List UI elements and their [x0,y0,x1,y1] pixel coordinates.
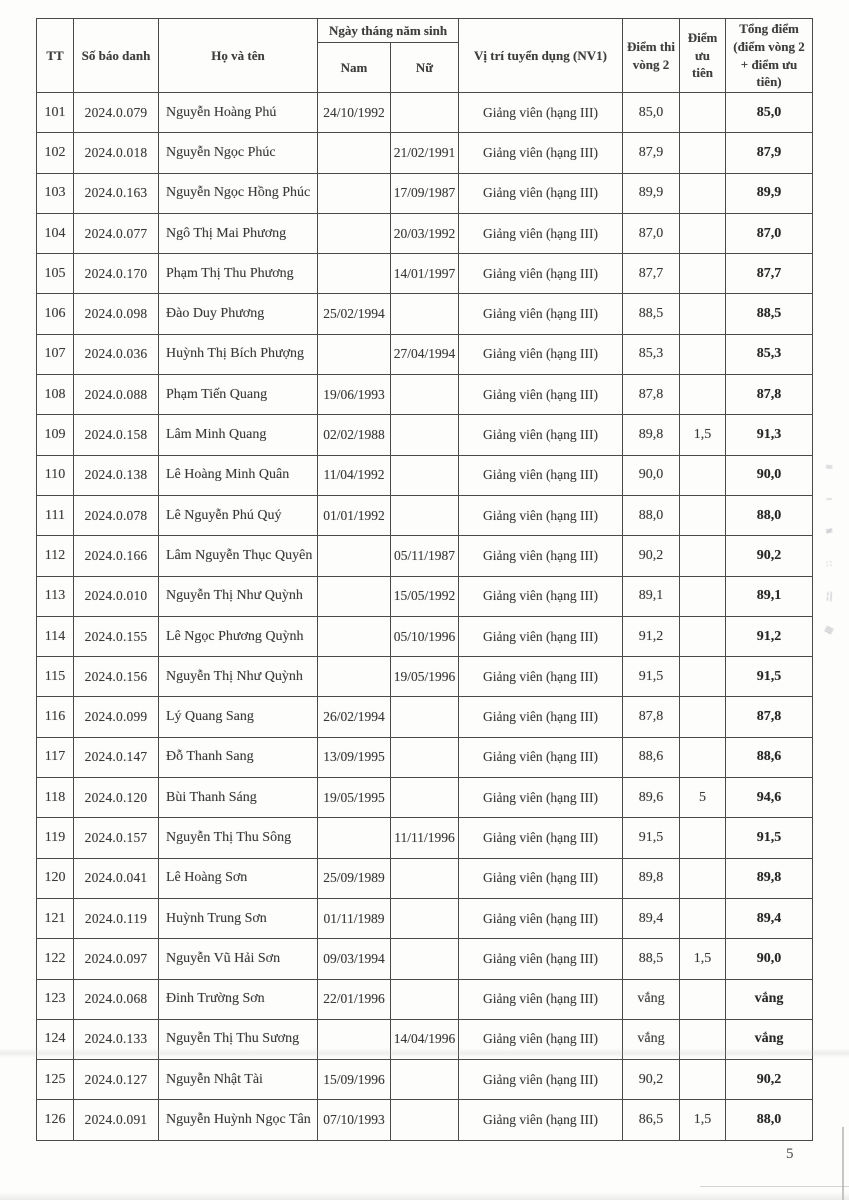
cell-tt: 109 [37,415,74,455]
cell-so-bao-danh: 2024.0.097 [74,939,159,979]
cell-tong-diem: 87,8 [726,375,813,415]
cell-ho-va-ten: Lâm Minh Quang [159,415,318,455]
table-row [37,133,813,173]
cell-ngay-sinh-nu: 14/04/1996 [391,1019,459,1059]
cell-tong-diem: 89,4 [726,898,813,938]
cell-so-bao-danh: 2024.0.163 [74,173,159,213]
cell-ngay-sinh-nu [391,93,459,133]
cell-diem-uu-tien [680,173,726,213]
cell-tong-diem: 87,7 [726,254,813,294]
cell-vi-tri: Giảng viên (hạng III) [459,294,623,334]
cell-vi-tri: Giảng viên (hạng III) [459,133,623,173]
cell-tt: 106 [37,294,74,334]
cell-ngay-sinh-nu [391,858,459,898]
cell-ho-va-ten: Đỗ Thanh Sang [159,737,318,777]
cell-diem-thi: 89,6 [623,778,680,818]
cell-vi-tri: Giảng viên (hạng III) [459,737,623,777]
cell-tt: 113 [37,576,74,616]
cell-diem-thi: 91,5 [623,818,680,858]
cell-tong-diem: 89,9 [726,173,813,213]
cell-tong-diem: 90,2 [726,1060,813,1100]
table-row [37,778,813,818]
cell-diem-uu-tien [680,133,726,173]
table-row [37,93,813,133]
table-row [37,536,813,576]
cell-ngay-sinh-nu [391,294,459,334]
cell-diem-thi: 90,2 [623,536,680,576]
cell-vi-tri: Giảng viên (hạng III) [459,616,623,656]
cell-tong-diem: vắng [726,1019,813,1059]
table-row [37,455,813,495]
cell-ho-va-ten: Huỳnh Trung Sơn [159,898,318,938]
cell-vi-tri: Giảng viên (hạng III) [459,778,623,818]
cell-vi-tri: Giảng viên (hạng III) [459,939,623,979]
cell-vi-tri: Giảng viên (hạng III) [459,697,623,737]
cell-ngay-sinh-nam: 01/11/1989 [318,898,391,938]
cell-tong-diem: 90,2 [726,536,813,576]
cell-diem-thi: 86,5 [623,1100,680,1140]
cell-ngay-sinh-nam: 15/09/1996 [318,1060,391,1100]
cell-ho-va-ten: Lý Quang Sang [159,697,318,737]
cell-tt: 125 [37,1060,74,1100]
cell-ngay-sinh-nam: 24/10/1992 [318,93,391,133]
col-header-nu: Nữ [391,43,459,93]
cell-ho-va-ten: Nguyễn Nhật Tài [159,1060,318,1100]
results-table-header [37,19,813,93]
cell-ngay-sinh-nu [391,979,459,1019]
cell-so-bao-danh: 2024.0.157 [74,818,159,858]
cell-diem-thi: 85,3 [623,334,680,374]
cell-so-bao-danh: 2024.0.120 [74,778,159,818]
cell-so-bao-danh: 2024.0.166 [74,536,159,576]
cell-diem-uu-tien: 1,5 [680,1100,726,1140]
cell-tong-diem: 87,8 [726,697,813,737]
cell-so-bao-danh: 2024.0.091 [74,1100,159,1140]
cell-tt: 122 [37,939,74,979]
col-header-tt: TT [37,19,74,93]
cell-tt: 118 [37,778,74,818]
cell-ngay-sinh-nu [391,415,459,455]
cell-diem-thi: 89,9 [623,173,680,213]
cell-so-bao-danh: 2024.0.156 [74,657,159,697]
cell-ngay-sinh-nu [391,898,459,938]
table-row [37,737,813,777]
cell-diem-uu-tien [680,536,726,576]
results-table-body [37,93,813,1141]
col-header-diem-uu-tien: Điểm ưu tiên [680,19,726,93]
cell-ho-va-ten: Bùi Thanh Sáng [159,778,318,818]
cell-ngay-sinh-nam [318,213,391,253]
cell-ngay-sinh-nu: 15/05/1992 [391,576,459,616]
cell-ho-va-ten: Lê Hoàng Sơn [159,858,318,898]
results-table [36,18,813,1141]
cell-ngay-sinh-nu [391,1060,459,1100]
cell-diem-thi: 88,0 [623,495,680,535]
cell-vi-tri: Giảng viên (hạng III) [459,858,623,898]
scan-edge-line-horizontal [700,1186,849,1187]
cell-so-bao-danh: 2024.0.147 [74,737,159,777]
cell-diem-uu-tien [680,979,726,1019]
cell-tong-diem: 91,3 [726,415,813,455]
table-row [37,173,813,213]
cell-diem-uu-tien [680,576,726,616]
table-row [37,1100,813,1140]
cell-tt: 101 [37,93,74,133]
cell-ngay-sinh-nam [318,254,391,294]
cell-diem-thi: 87,8 [623,697,680,737]
cell-tt: 124 [37,1019,74,1059]
cell-ngay-sinh-nam: 25/02/1994 [318,294,391,334]
cell-tong-diem: 87,0 [726,213,813,253]
cell-diem-uu-tien [680,657,726,697]
cell-ngay-sinh-nam: 26/02/1994 [318,697,391,737]
cell-ho-va-ten: Nguyễn Vũ Hải Sơn [159,939,318,979]
col-header-diem-thi-vong-2: Điểm thi vòng 2 [623,19,680,93]
cell-diem-uu-tien [680,898,726,938]
cell-tt: 111 [37,495,74,535]
cell-diem-thi: 87,9 [623,133,680,173]
cell-ngay-sinh-nam [318,334,391,374]
cell-vi-tri: Giảng viên (hạng III) [459,576,623,616]
cell-ngay-sinh-nam [318,173,391,213]
cell-ho-va-ten: Phạm Tiến Quang [159,375,318,415]
cell-so-bao-danh: 2024.0.158 [74,415,159,455]
cell-diem-uu-tien [680,93,726,133]
table-row [37,818,813,858]
cell-vi-tri: Giảng viên (hạng III) [459,375,623,415]
cell-so-bao-danh: 2024.0.138 [74,455,159,495]
cell-diem-uu-tien [680,294,726,334]
cell-diem-thi: 90,0 [623,455,680,495]
table-row [37,495,813,535]
cell-diem-thi: 89,8 [623,415,680,455]
bleed-through-marks: = − ≠ ∷ ¦| ≋ [821,461,837,639]
cell-so-bao-danh: 2024.0.068 [74,979,159,1019]
table-row [37,375,813,415]
col-header-tong-diem: Tổng điểm (điểm vòng 2 + điểm ưu tiên) [726,19,813,93]
cell-ngay-sinh-nu [391,778,459,818]
cell-ngay-sinh-nu: 05/11/1987 [391,536,459,576]
cell-tt: 103 [37,173,74,213]
cell-ngay-sinh-nam: 09/03/1994 [318,939,391,979]
cell-ngay-sinh-nam [318,133,391,173]
cell-diem-uu-tien: 1,5 [680,415,726,455]
table-row [37,1019,813,1059]
cell-diem-uu-tien [680,455,726,495]
scan-edge-line-vertical [842,1127,844,1200]
cell-so-bao-danh: 2024.0.099 [74,697,159,737]
cell-diem-thi: 90,2 [623,1060,680,1100]
table-row [37,939,813,979]
cell-tt: 107 [37,334,74,374]
cell-diem-uu-tien [680,858,726,898]
cell-ngay-sinh-nam: 22/01/1996 [318,979,391,1019]
cell-ngay-sinh-nam: 19/05/1995 [318,778,391,818]
cell-ngay-sinh-nam: 13/09/1995 [318,737,391,777]
cell-ho-va-ten: Huỳnh Thị Bích Phượng [159,334,318,374]
cell-diem-thi: 88,5 [623,294,680,334]
page-number: 5 [786,1146,794,1162]
cell-tt: 114 [37,616,74,656]
cell-ngay-sinh-nam: 11/04/1992 [318,455,391,495]
cell-ngay-sinh-nu: 14/01/1997 [391,254,459,294]
cell-ho-va-ten: Nguyễn Ngọc Phúc [159,133,318,173]
cell-tt: 104 [37,213,74,253]
cell-ngay-sinh-nu: 20/03/1992 [391,213,459,253]
table-row [37,254,813,294]
cell-ngay-sinh-nam: 02/02/1988 [318,415,391,455]
cell-ngay-sinh-nam [318,1019,391,1059]
cell-ngay-sinh-nu [391,737,459,777]
col-header-so-bao-danh: Số báo danh [74,19,159,93]
cell-tt: 120 [37,858,74,898]
cell-ho-va-ten: Đinh Trường Sơn [159,979,318,1019]
cell-ho-va-ten: Nguyễn Thị Thu Sông [159,818,318,858]
cell-ngay-sinh-nu: 27/04/1994 [391,334,459,374]
cell-ngay-sinh-nu [391,495,459,535]
cell-diem-uu-tien: 1,5 [680,939,726,979]
cell-vi-tri: Giảng viên (hạng III) [459,657,623,697]
cell-ngay-sinh-nu [391,939,459,979]
cell-diem-uu-tien [680,616,726,656]
cell-diem-uu-tien [680,1060,726,1100]
cell-so-bao-danh: 2024.0.079 [74,93,159,133]
cell-vi-tri: Giảng viên (hạng III) [459,495,623,535]
cell-diem-uu-tien [680,334,726,374]
cell-tong-diem: 91,5 [726,818,813,858]
cell-tong-diem: 88,5 [726,294,813,334]
cell-ngay-sinh-nu: 19/05/1996 [391,657,459,697]
col-header-vi-tri-tuyen-dung: Vị trí tuyển dụng (NV1) [459,19,623,93]
cell-vi-tri: Giảng viên (hạng III) [459,415,623,455]
cell-vi-tri: Giảng viên (hạng III) [459,898,623,938]
cell-so-bao-danh: 2024.0.119 [74,898,159,938]
cell-vi-tri: Giảng viên (hạng III) [459,818,623,858]
table-row [37,294,813,334]
cell-tt: 126 [37,1100,74,1140]
cell-vi-tri: Giảng viên (hạng III) [459,455,623,495]
cell-diem-uu-tien [680,213,726,253]
cell-diem-thi: 89,4 [623,898,680,938]
cell-diem-thi: 88,6 [623,737,680,777]
cell-tt: 105 [37,254,74,294]
table-row [37,334,813,374]
cell-ho-va-ten: Nguyễn Huỳnh Ngọc Tân [159,1100,318,1140]
cell-ho-va-ten: Nguyễn Thị Thu Sương [159,1019,318,1059]
cell-diem-thi: 89,1 [623,576,680,616]
cell-ho-va-ten: Nguyễn Ngọc Hồng Phúc [159,173,318,213]
cell-ho-va-ten: Lâm Nguyễn Thục Quyên [159,536,318,576]
cell-ngay-sinh-nam [318,657,391,697]
cell-so-bao-danh: 2024.0.133 [74,1019,159,1059]
table-row [37,979,813,1019]
cell-tong-diem: 85,0 [726,93,813,133]
cell-tt: 110 [37,455,74,495]
cell-tong-diem: 91,5 [726,657,813,697]
cell-diem-thi: 87,0 [623,213,680,253]
col-header-ho-va-ten: Họ và tên [159,19,318,93]
cell-ho-va-ten: Lê Ngọc Phương Quỳnh [159,616,318,656]
cell-tong-diem: 85,3 [726,334,813,374]
cell-diem-uu-tien [680,737,726,777]
cell-vi-tri: Giảng viên (hạng III) [459,173,623,213]
cell-ngay-sinh-nu [391,455,459,495]
cell-vi-tri: Giảng viên (hạng III) [459,254,623,294]
cell-diem-thi: 88,5 [623,939,680,979]
cell-ho-va-ten: Lê Nguyễn Phú Quý [159,495,318,535]
table-row [37,697,813,737]
cell-tt: 102 [37,133,74,173]
cell-tong-diem: 89,1 [726,576,813,616]
cell-diem-uu-tien [680,697,726,737]
cell-tong-diem: 87,9 [726,133,813,173]
cell-tong-diem: 88,0 [726,1100,813,1140]
cell-ho-va-ten: Phạm Thị Thu Phương [159,254,318,294]
table-row [37,1060,813,1100]
cell-ngay-sinh-nu: 17/09/1987 [391,173,459,213]
cell-tt: 119 [37,818,74,858]
cell-ngay-sinh-nu [391,375,459,415]
cell-ngay-sinh-nu: 05/10/1996 [391,616,459,656]
cell-ho-va-ten: Nguyễn Thị Như Quỳnh [159,576,318,616]
cell-so-bao-danh: 2024.0.170 [74,254,159,294]
table-row [37,898,813,938]
cell-diem-thi: vắng [623,1019,680,1059]
cell-diem-thi: 87,8 [623,375,680,415]
cell-tong-diem: 88,6 [726,737,813,777]
cell-ngay-sinh-nu [391,697,459,737]
cell-diem-thi: 85,0 [623,93,680,133]
cell-ngay-sinh-nu: 21/02/1991 [391,133,459,173]
cell-ho-va-ten: Lê Hoàng Minh Quân [159,455,318,495]
table-row [37,213,813,253]
cell-tt: 121 [37,898,74,938]
cell-diem-uu-tien [680,1019,726,1059]
table-row [37,616,813,656]
cell-diem-uu-tien [680,254,726,294]
cell-so-bao-danh: 2024.0.077 [74,213,159,253]
cell-tt: 116 [37,697,74,737]
cell-tt: 112 [37,536,74,576]
cell-ho-va-ten: Nguyễn Hoàng Phú [159,93,318,133]
table-row [37,576,813,616]
cell-so-bao-danh: 2024.0.098 [74,294,159,334]
table-row [37,657,813,697]
cell-vi-tri: Giảng viên (hạng III) [459,979,623,1019]
cell-so-bao-danh: 2024.0.041 [74,858,159,898]
cell-tong-diem: 90,0 [726,939,813,979]
cell-ngay-sinh-nam: 25/09/1989 [318,858,391,898]
cell-diem-uu-tien: 5 [680,778,726,818]
cell-so-bao-danh: 2024.0.018 [74,133,159,173]
cell-vi-tri: Giảng viên (hạng III) [459,213,623,253]
cell-diem-thi: 87,7 [623,254,680,294]
cell-ho-va-ten: Đào Duy Phương [159,294,318,334]
cell-ho-va-ten: Nguyễn Thị Như Quỳnh [159,657,318,697]
table-row [37,858,813,898]
cell-vi-tri: Giảng viên (hạng III) [459,334,623,374]
cell-diem-thi: 91,2 [623,616,680,656]
cell-ho-va-ten: Ngô Thị Mai Phương [159,213,318,253]
cell-tt: 117 [37,737,74,777]
cell-ngay-sinh-nu: 11/11/1996 [391,818,459,858]
cell-so-bao-danh: 2024.0.088 [74,375,159,415]
cell-diem-uu-tien [680,495,726,535]
cell-vi-tri: Giảng viên (hạng III) [459,1060,623,1100]
cell-so-bao-danh: 2024.0.078 [74,495,159,535]
cell-ngay-sinh-nam [318,576,391,616]
cell-diem-uu-tien [680,375,726,415]
cell-ngay-sinh-nam: 19/06/1993 [318,375,391,415]
cell-tt: 108 [37,375,74,415]
cell-tong-diem: vắng [726,979,813,1019]
cell-tong-diem: 91,2 [726,616,813,656]
cell-ngay-sinh-nam: 01/01/1992 [318,495,391,535]
table-row [37,415,813,455]
col-header-nam: Nam [318,43,391,93]
cell-tong-diem: 94,6 [726,778,813,818]
cell-diem-thi: 91,5 [623,657,680,697]
cell-tt: 123 [37,979,74,1019]
scan-edge-bottom-shade [0,1192,849,1200]
cell-so-bao-danh: 2024.0.036 [74,334,159,374]
cell-tong-diem: 89,8 [726,858,813,898]
cell-diem-thi: vắng [623,979,680,1019]
cell-tong-diem: 90,0 [726,455,813,495]
cell-ngay-sinh-nu [391,1100,459,1140]
cell-vi-tri: Giảng viên (hạng III) [459,1019,623,1059]
cell-tt: 115 [37,657,74,697]
cell-ngay-sinh-nam: 07/10/1993 [318,1100,391,1140]
cell-diem-thi: 89,8 [623,858,680,898]
cell-vi-tri: Giảng viên (hạng III) [459,1100,623,1140]
cell-vi-tri: Giảng viên (hạng III) [459,536,623,576]
cell-tong-diem: 88,0 [726,495,813,535]
cell-ngay-sinh-nam [318,536,391,576]
cell-vi-tri: Giảng viên (hạng III) [459,93,623,133]
cell-so-bao-danh: 2024.0.155 [74,616,159,656]
cell-ngay-sinh-nam [318,818,391,858]
col-header-ngay-thang-nam-sinh: Ngày tháng năm sinh [318,19,459,43]
cell-diem-uu-tien [680,818,726,858]
cell-so-bao-danh: 2024.0.127 [74,1060,159,1100]
cell-ngay-sinh-nam [318,616,391,656]
cell-so-bao-danh: 2024.0.010 [74,576,159,616]
